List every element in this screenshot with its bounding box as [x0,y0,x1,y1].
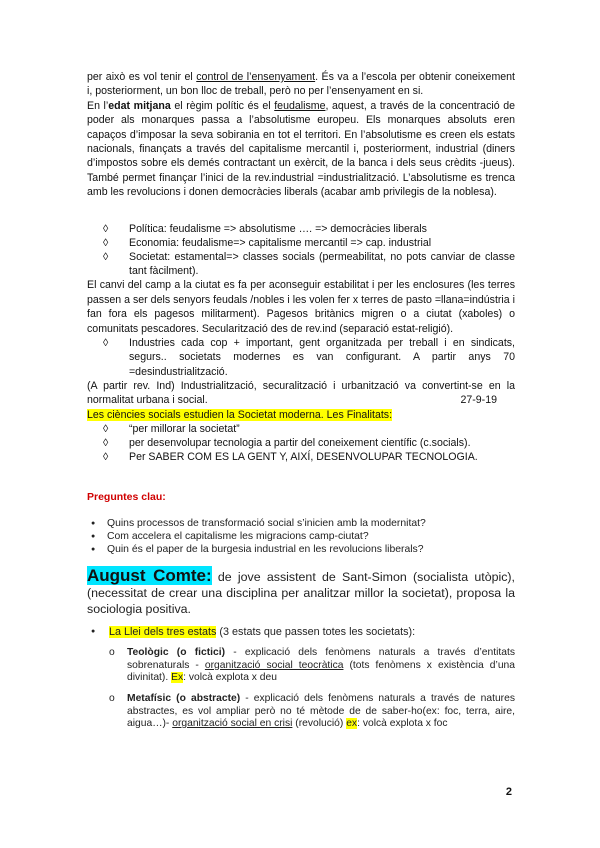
diamond-bullet-icon: ◊ [103,337,109,350]
august-comte-heading: August Comte: [87,566,212,586]
list-item: ◊ “per millorar la societat” [87,422,515,436]
list-item: ◊ Industries cada cop + important, gent organitzada per treball i en sindicats, segurs.. societats modernes es van configurant. A partir anys 70 =desindustrialització. [87,336,515,379]
dot-bullet-icon: ● [91,545,96,553]
document-page [87,70,515,731]
circle-bullet-icon: o [109,692,115,704]
diamond-bullet-icon: ◊ [103,437,109,450]
preguntes-clau-title: Preguntes clau: [87,490,166,503]
diamond-bullet-icon: ◊ [103,222,109,235]
paragraph-industrialitzacio: (A partir rev. Ind) Industrialització, securalització i urbanització va convertint-se en la normalitat urbana i social. 27-9-19 [87,379,515,407]
page-number: 2 [505,786,512,798]
date-label: 27-9-19 [460,394,497,407]
question-item: ● Com accelera el capitalisme les migracions camp-ciutat? [87,530,515,543]
list-item: ◊ Política: feudalisme => absolutisme …. => democràcies liberals [87,222,515,236]
diamond-bullet-icon: ◊ [103,251,109,264]
text: En l’ [87,99,109,112]
dot-bullet-icon: ● [91,532,96,540]
paragraph-camp-ciutat: El canvi del camp a la ciutat es fa per aconseguir estabilitat i per les enclosures (les terres passen a ser dels senyors feudals /nobles i les volen fer x terres de pasto =llana=indústria i fan fora els pagesos militarment). Pagesos britànics migren o a ciutat (xaboles) o comunitats pescadores. Secularització des de rev.ind (separació estat-religió). [87,279,515,335]
finalitats-heading: Les ciències socials estudien la Societat moderna. Les Finalitats: [87,408,393,421]
estat-teologic-item: o Teològic (o fictici) - explicació dels fenòmens naturals a través d’entitats sobrenaturals - organització social teocràtica (tots fenòmens x existència d’una divinitat). Ex: volcà explota x deu [109,647,515,684]
bold-text: edat mitjana [108,99,171,112]
list-item: ◊ Societat: estamental=> classes socials (permeabilitat, no pots canviar de classe tant fàcilment). [87,250,515,278]
llei-tres-estats-item: ● La Llei dels tres estats (3 estats que passen totes les societats): [87,625,515,639]
paragraph-ensenyament [87,70,515,99]
text: per això es vol tenir el [87,71,197,83]
estat-metafisic-item: o Metafísic (o abstracte) - explicació dels fenòmens naturals a través de natures abstractes, es vol ampliar però no té mètode de de saber-ho(ex: foc, terra, aire, aigua…)- organització social en crisi (revolució) ex: volcà explota x foc [109,692,515,730]
diamond-bullet-icon: ◊ [103,422,109,435]
diamond-bullet-icon: ◊ [103,451,109,464]
paragraph-edat-mitjana [87,99,515,200]
diamond-bullet-icon: ◊ [103,236,109,249]
dot-bullet-icon: ● [91,628,96,636]
question-item: ● Quin és el paper de la burgesia industrial en les revolucions liberals? [87,543,515,556]
question-item: ● Quins processos de transformació social s’inicien amb la modernitat? [87,517,515,530]
list-item: ◊ per desenvolupar tecnologia a partir del coneixement científic (c.socials). [87,436,515,450]
circle-bullet-icon: o [109,647,115,659]
dot-bullet-icon: ● [91,519,96,527]
text: el règim polític és el [170,99,275,112]
text: . És va a l’escola per obtenir coneixement i, posteriorment, un bon lloc de treball, però no per l’ensenyament en si. [87,71,516,98]
text: , aquest, a través de la concentració de poder als monarques passa a l’absolutisme europeu. Els monarques absoluts eren capaços d’imposar la seva sobirania en tot el territori. En l’absolutisme es creen els estats nacionals, finançats a través del capitalisme mercantil i, posteriorment, industrial (diners d’impostos sobre els demés contractant un exèrcit, de la banca i dels seus crèdits -jueus). També permet finançar l’inici de la rev.industrial =industrialització. L’absolutisme es trenca amb les revolucions i donen democràcies liberals (acabar amb privilegis de la noblesa). [87,99,515,199]
list-item: ◊ Economia: feudalisme=> capitalisme mercantil => cap. industrial [87,236,515,250]
list-item: ◊ Per SABER COM ES LA GENT Y, AIXÍ, DESENVOLUPAR TECNOLOGIA. [87,450,515,464]
underlined-text: control de l’ensenyament [196,71,316,83]
august-comte-paragraph: August Comte: de jove assistent de Sant-Simon (socialista utòpic), (necessitat de crear una disciplina per analitzar millor la societat), proposa la sociologia positiva. [87,566,515,617]
underlined-text: feudalisme [274,99,326,112]
